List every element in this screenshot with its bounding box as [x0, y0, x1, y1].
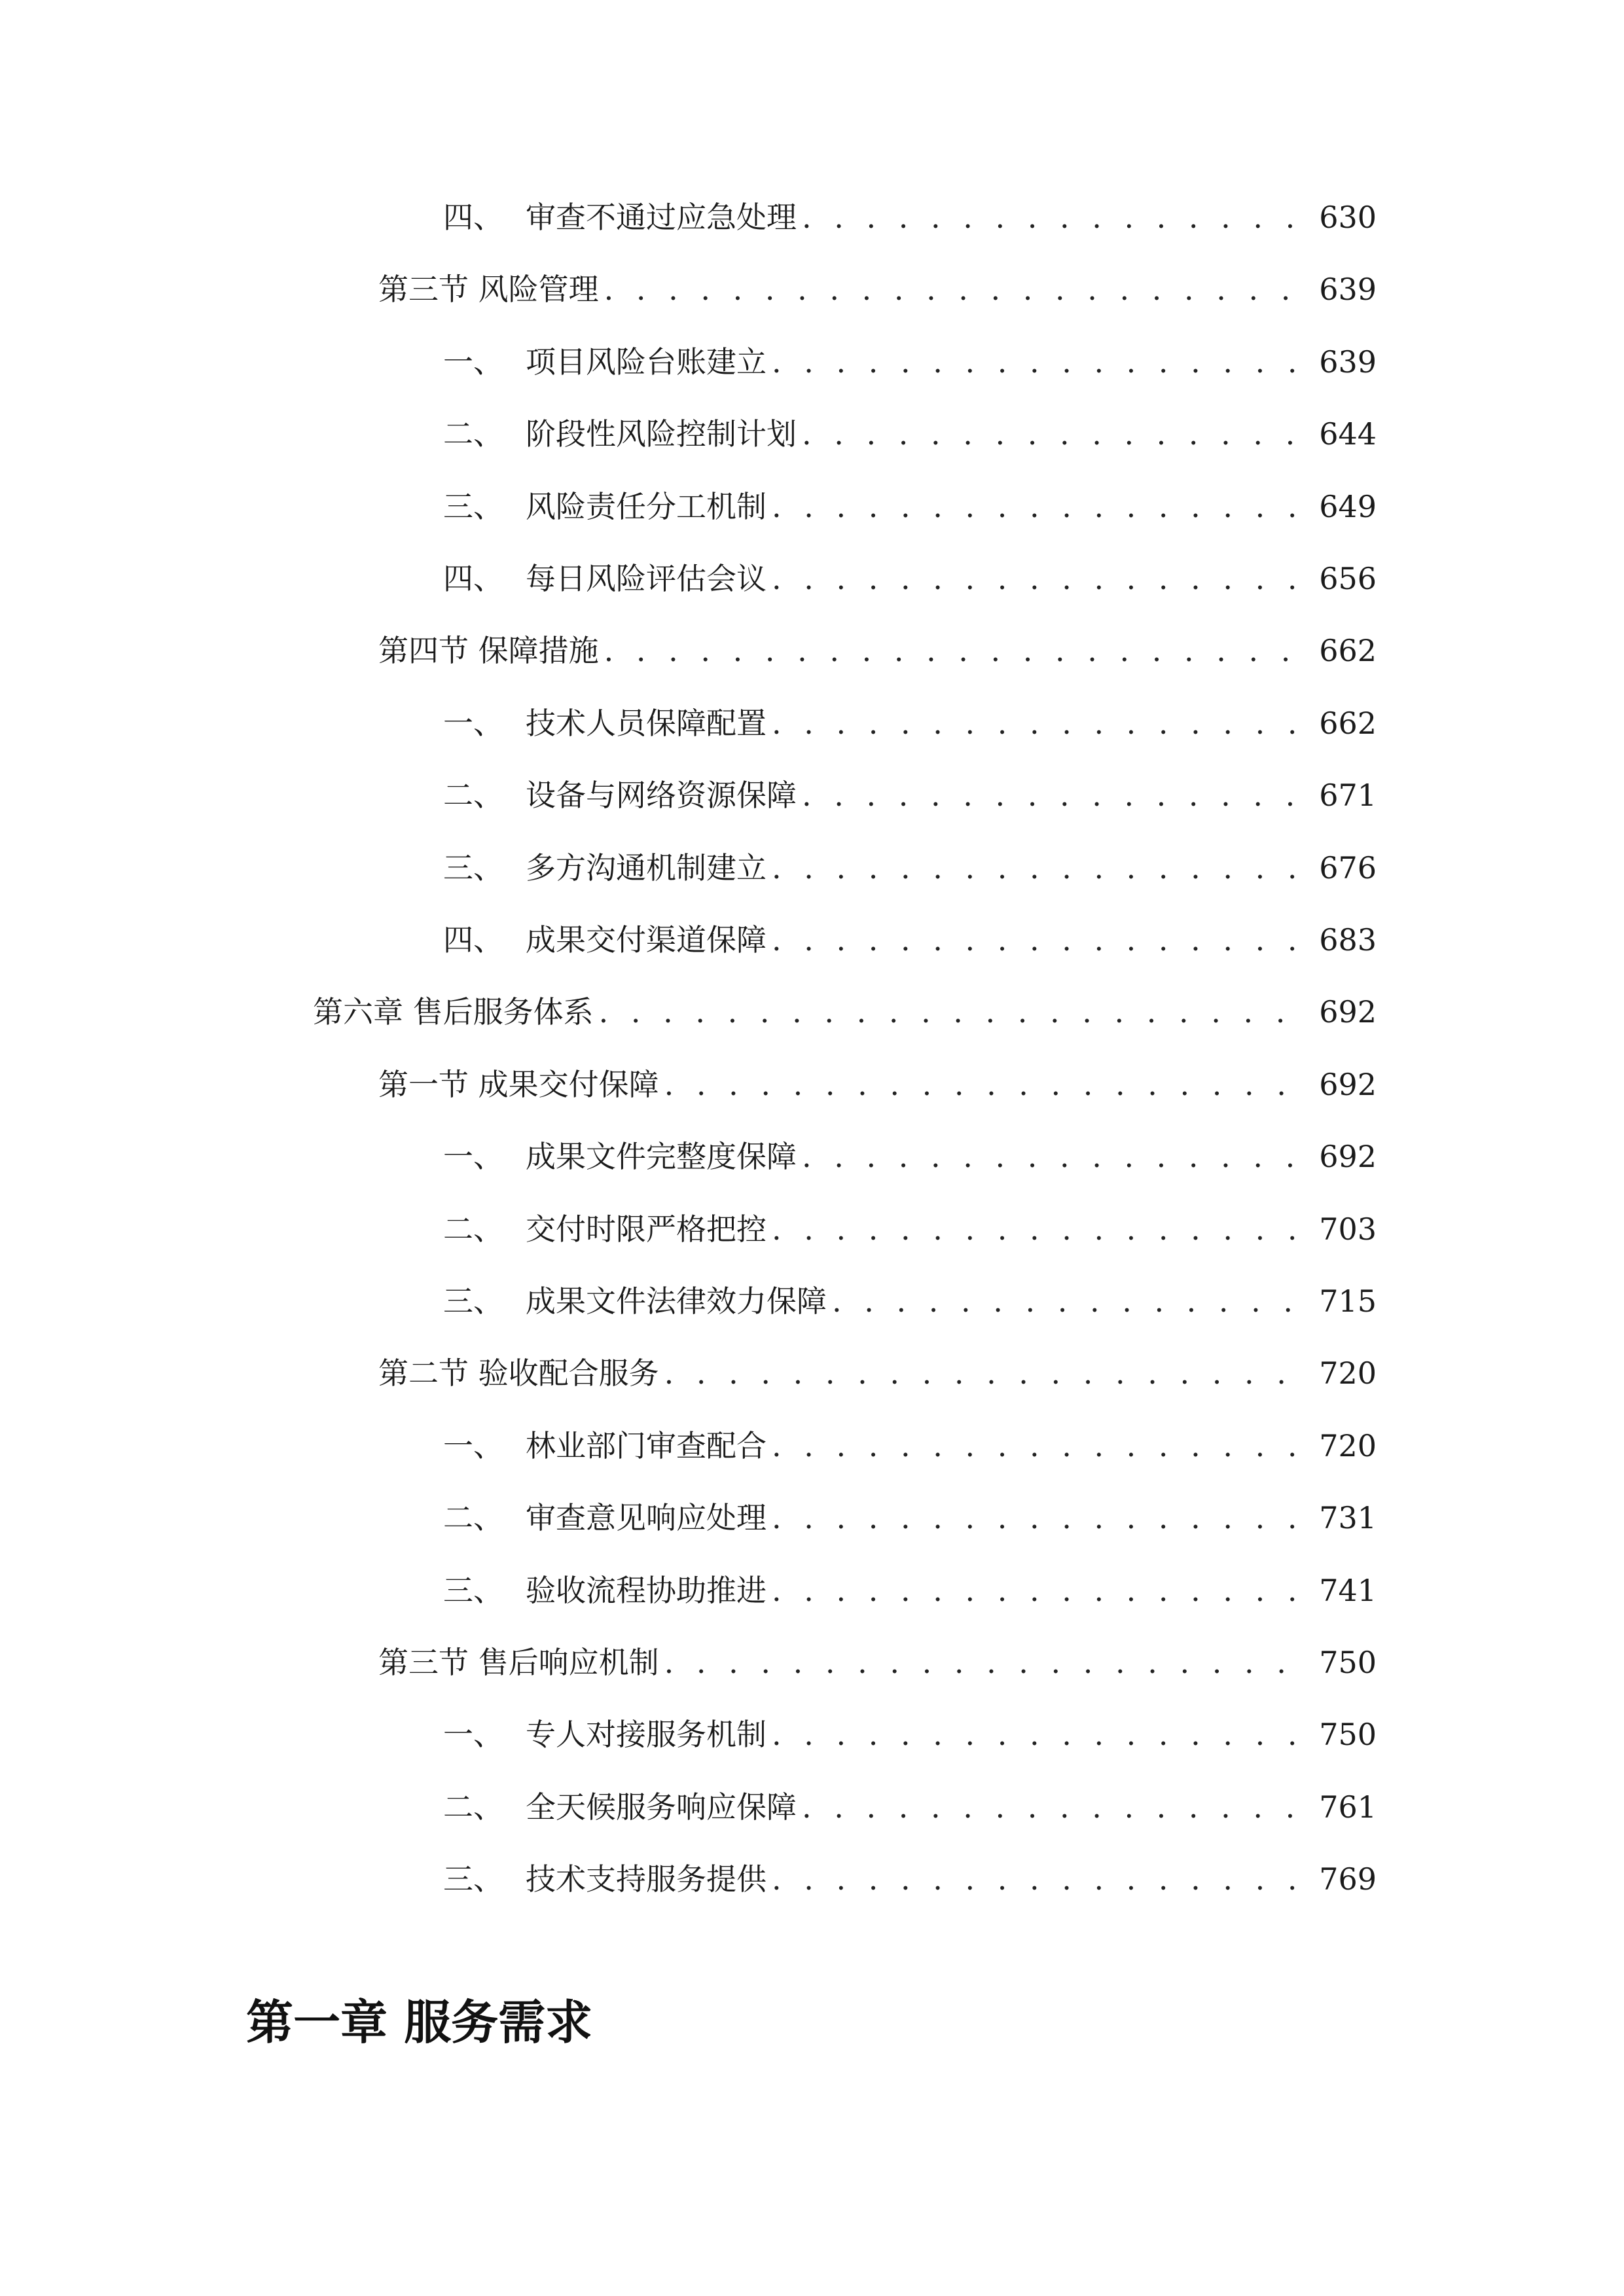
toc-dot-leader	[772, 697, 1310, 749]
toc-page-number: 662	[1319, 633, 1377, 669]
toc-entry[interactable]	[443, 842, 1377, 894]
toc-entry[interactable]	[378, 624, 1377, 677]
toc-entry[interactable]	[443, 191, 1377, 243]
toc-entry-label	[443, 191, 797, 243]
toc-entry[interactable]	[443, 1492, 1377, 1544]
toc-entry[interactable]	[443, 697, 1377, 749]
toc-dot-leader	[772, 552, 1310, 605]
toc-entry[interactable]	[443, 1781, 1377, 1833]
toc-page-number: 769	[1319, 1861, 1377, 1897]
toc-entry-number: 二、	[443, 1500, 503, 1536]
toc-entry-label	[443, 1781, 797, 1833]
toc-dot-leader	[664, 1347, 1310, 1399]
toc-entry-label	[443, 1420, 767, 1472]
toc-entry-title: 专人对接服务机制	[526, 1717, 767, 1753]
toc-entry[interactable]	[378, 1636, 1377, 1689]
toc-entry-number: 三、	[443, 1572, 503, 1608]
toc-dot-leader	[772, 1203, 1310, 1255]
toc-dot-leader	[802, 408, 1310, 460]
toc-entry-label	[443, 552, 767, 605]
toc-entry[interactable]	[443, 1564, 1377, 1617]
toc-entry-number: 一、	[443, 1717, 503, 1753]
toc-page-number: 692	[1319, 1139, 1377, 1175]
toc-dot-leader	[664, 1058, 1310, 1111]
toc-page-number: 741	[1319, 1572, 1377, 1608]
toc-entry-title: 第三节 售后响应机制	[378, 1645, 659, 1680]
toc-entry[interactable]	[443, 1420, 1377, 1472]
toc-page-number: 662	[1319, 705, 1377, 741]
toc-entry[interactable]	[313, 986, 1377, 1038]
toc-dot-leader	[772, 480, 1310, 533]
toc-page-number: 692	[1319, 994, 1377, 1030]
toc-entry-title: 每日风险评估会议	[526, 561, 767, 596]
toc-entry-label	[443, 1708, 767, 1761]
toc-page-number: 720	[1319, 1355, 1377, 1391]
toc-dot-leader	[772, 842, 1310, 894]
toc-entry-title: 第四节 保障措施	[378, 633, 599, 669]
toc-entry-label	[313, 986, 594, 1038]
toc-page-number: 750	[1319, 1717, 1377, 1753]
toc-entry-number: 三、	[443, 850, 503, 886]
toc-entry-label	[443, 408, 797, 460]
toc-entry-number: 四、	[443, 922, 503, 958]
toc-entry-label	[443, 1130, 797, 1183]
toc-page-number: 761	[1319, 1789, 1377, 1825]
toc-entry-title: 交付时限严格把控	[526, 1211, 767, 1247]
toc-page-number: 731	[1319, 1500, 1377, 1536]
toc-entry-label	[378, 1347, 659, 1399]
toc-dot-leader	[802, 1781, 1310, 1833]
toc-entry-label	[378, 624, 599, 677]
toc-entry-label	[378, 1058, 659, 1111]
toc-entry-label	[443, 769, 797, 821]
chapter-heading: 第一章 服务需求	[246, 1995, 593, 2050]
toc-entry-label	[443, 1275, 827, 1327]
toc-entry[interactable]	[443, 1853, 1377, 1905]
toc-entry-number: 一、	[443, 344, 503, 380]
toc-entry-label	[443, 842, 767, 894]
toc-page-number: 656	[1319, 561, 1377, 596]
toc-entry-title: 技术人员保障配置	[526, 705, 767, 741]
toc-page-number: 683	[1319, 922, 1377, 958]
toc-page-number: 649	[1319, 488, 1377, 524]
toc-dot-leader	[664, 1636, 1310, 1689]
toc-entry-label	[443, 1853, 767, 1905]
toc-entry-title: 技术支持服务提供	[526, 1861, 767, 1897]
toc-entry[interactable]	[443, 1708, 1377, 1761]
toc-entry-title: 设备与网络资源保障	[526, 778, 797, 814]
toc-entry-label	[443, 914, 767, 966]
toc-entry-label	[443, 480, 767, 533]
toc-entry[interactable]	[378, 1347, 1377, 1399]
toc-entry[interactable]	[443, 1203, 1377, 1255]
toc-page-number: 692	[1319, 1066, 1377, 1102]
toc-entry-number: 二、	[443, 416, 503, 452]
toc-entry-number: 三、	[443, 488, 503, 524]
toc-entry-title: 林业部门审查配合	[526, 1427, 767, 1463]
toc-entry-title: 成果文件法律效力保障	[526, 1283, 827, 1319]
toc-entry-title: 验收流程协助推进	[526, 1572, 767, 1608]
toc-entry-title: 风险责任分工机制	[526, 488, 767, 524]
toc-entry[interactable]	[443, 336, 1377, 388]
toc-entry[interactable]	[443, 1275, 1377, 1327]
toc-dot-leader	[772, 1492, 1310, 1544]
toc-dot-leader	[772, 1708, 1310, 1761]
toc-entry-label	[443, 1492, 767, 1544]
toc-entry-title: 全天候服务响应保障	[526, 1789, 797, 1825]
toc-entry[interactable]	[443, 769, 1377, 821]
toc-entry-title: 审查不通过应急处理	[526, 200, 797, 235]
toc-entry-label	[443, 697, 767, 749]
toc-dot-leader	[772, 336, 1310, 388]
toc-entry[interactable]	[378, 263, 1377, 315]
toc-entry-title: 审查意见响应处理	[526, 1500, 767, 1536]
toc-dot-leader	[772, 1420, 1310, 1472]
toc-entry-number: 二、	[443, 778, 503, 814]
toc-entry-number: 三、	[443, 1861, 503, 1897]
toc-entry-title: 项目风险台账建立	[526, 344, 767, 380]
toc-page-number: 644	[1319, 416, 1377, 452]
toc-dot-leader	[599, 986, 1310, 1038]
toc-entry-title: 阶段性风险控制计划	[526, 416, 797, 452]
toc-entry-label	[378, 263, 599, 315]
toc-dot-leader	[604, 624, 1310, 677]
toc-entry-title: 成果交付渠道保障	[526, 922, 767, 958]
toc-entry[interactable]	[443, 552, 1377, 605]
toc-entry-number: 二、	[443, 1211, 503, 1247]
toc-entry-number: 四、	[443, 561, 503, 596]
toc-entry-title: 第二节 验收配合服务	[378, 1355, 659, 1391]
toc-entry-label	[443, 1564, 767, 1617]
toc-dot-leader	[772, 1853, 1310, 1905]
toc-entry[interactable]	[443, 480, 1377, 533]
toc-entry-number: 三、	[443, 1283, 503, 1319]
toc-page-number: 720	[1319, 1427, 1377, 1463]
toc-dot-leader	[772, 914, 1310, 966]
toc-dot-leader	[802, 191, 1310, 243]
toc-dot-leader	[802, 769, 1310, 821]
toc-entry-title: 第一节 成果交付保障	[378, 1066, 659, 1102]
toc-entry-number: 一、	[443, 705, 503, 741]
toc-entry-label	[443, 1203, 767, 1255]
toc-page-number: 676	[1319, 850, 1377, 886]
toc-entry[interactable]	[378, 1058, 1377, 1111]
toc-dot-leader	[832, 1275, 1310, 1327]
toc-page-number: 703	[1319, 1211, 1377, 1247]
toc-entry-label	[443, 336, 767, 388]
toc-dot-leader	[802, 1130, 1310, 1183]
toc-page-number: 715	[1319, 1283, 1377, 1319]
toc-entry[interactable]	[443, 1130, 1377, 1183]
toc-entry-title: 第六章 售后服务体系	[313, 994, 594, 1030]
toc-dot-leader	[772, 1564, 1310, 1617]
toc-page-number: 639	[1319, 272, 1377, 308]
toc-entry-number: 二、	[443, 1789, 503, 1825]
toc-entry-label	[378, 1636, 659, 1689]
toc-entry-number: 四、	[443, 200, 503, 235]
toc-page-number: 639	[1319, 344, 1377, 380]
toc-entry[interactable]	[443, 408, 1377, 460]
toc-entry-number: 一、	[443, 1139, 503, 1175]
toc-entry[interactable]	[443, 914, 1377, 966]
toc-entry-title: 第三节 风险管理	[378, 272, 599, 308]
toc-entry-number: 一、	[443, 1427, 503, 1463]
toc-page-number: 671	[1319, 778, 1377, 814]
toc-entry-title: 多方沟通机制建立	[526, 850, 767, 886]
toc-dot-leader	[604, 263, 1310, 315]
toc-page-number: 630	[1319, 200, 1377, 235]
toc-entry-title: 成果文件完整度保障	[526, 1139, 797, 1175]
toc-page-number: 750	[1319, 1645, 1377, 1680]
